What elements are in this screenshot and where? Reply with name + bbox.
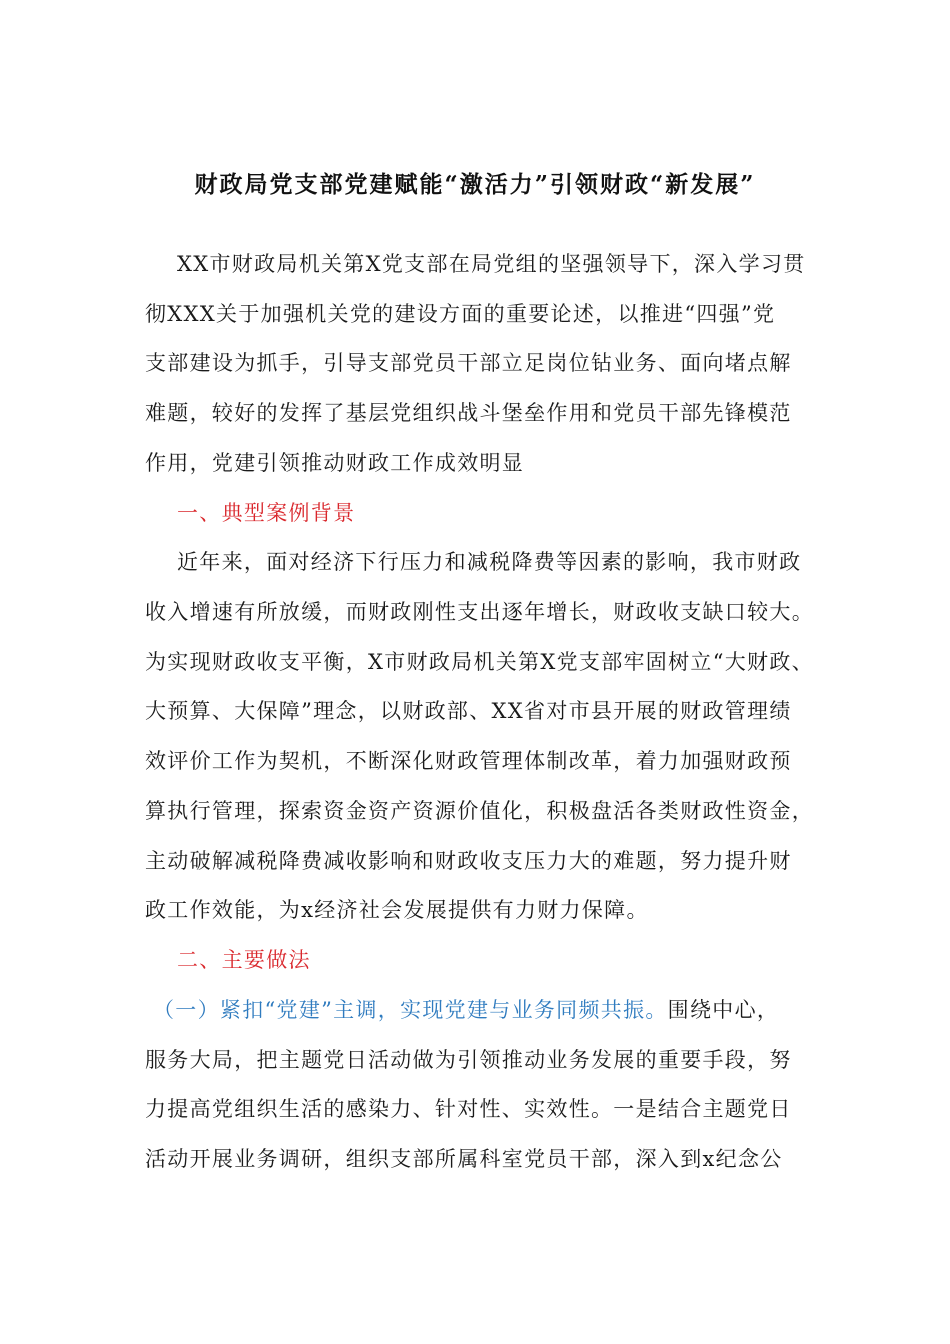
paragraph-line: 大预算、大保障”理念，以财政部、XX省对市县开展的财政管理绩 xyxy=(145,699,792,724)
paragraph-intro xyxy=(145,240,905,489)
paragraph-line: 难题，较好的发挥了基层党组织战斗堡垒作用和党员干部先锋模范 xyxy=(145,401,792,426)
section-heading-background: 一、典型案例背景 xyxy=(177,500,356,525)
paragraph-line: 支部建设为抓手，引导支部党员干部立足岗位钻业务、面向堵点解 xyxy=(145,351,792,376)
paragraph-line: 活动开展业务调研，组织支部所属科室党员干部，深入到x纪念公 xyxy=(145,1146,783,1171)
paragraph-lead-line xyxy=(145,986,905,1036)
document-title: 财政局党支部党建赋能“激活力”引领财政“新发展” xyxy=(194,171,756,198)
paragraph-background xyxy=(145,538,905,936)
paragraph-line: 收入增速有所放缓，而财政刚性支出逐年增长，财政收支缺口较大。 xyxy=(145,600,814,625)
paragraph-line: 作用，党建引领推动财政工作成效明显 xyxy=(145,450,525,475)
paragraph-line: 算执行管理，探索资金资产资源价值化，积极盘活各类财政性资金， xyxy=(145,798,814,823)
document-body xyxy=(145,240,905,1185)
paragraph-line: 为实现财政收支平衡，X市财政局机关第X党支部牢固树立“大财政、 xyxy=(145,649,814,674)
paragraph-line: 近年来，面对经济下行压力和减税降费等因素的影响，我市财政 xyxy=(177,550,802,575)
subsection-lead: （一）紧扣“党建”主调，实现党建与业务同频共振。 xyxy=(153,997,668,1022)
paragraph-line: 主动破解减税降费减收影响和财政收支压力大的难题，努力提升财 xyxy=(145,848,792,873)
lead-continuation: 围绕中心， xyxy=(667,997,780,1022)
paragraph-line: 彻XXX关于加强机关党的建设方面的重要论述，以推进“四强”党 xyxy=(145,301,776,326)
paragraph-line: XX市财政局机关第X党支部在局党组的坚强领导下，深入学习贯 xyxy=(177,252,806,276)
section-heading-practices: 二、主要做法 xyxy=(177,948,311,973)
paragraph-line: 政工作效能，为x经济社会发展提供有力财力保障。 xyxy=(145,898,649,923)
paragraph-practices xyxy=(145,986,905,1185)
paragraph-line: 力提高党组织生活的感染力、针对性、实效性。一是结合主题党日 xyxy=(145,1097,792,1122)
paragraph-line: 效评价工作为契机，不断深化财政管理体制改革，着力加强财政预 xyxy=(145,749,792,774)
paragraph-line: 服务大局，把主题党日活动做为引领推动业务发展的重要手段，努 xyxy=(145,1047,792,1072)
